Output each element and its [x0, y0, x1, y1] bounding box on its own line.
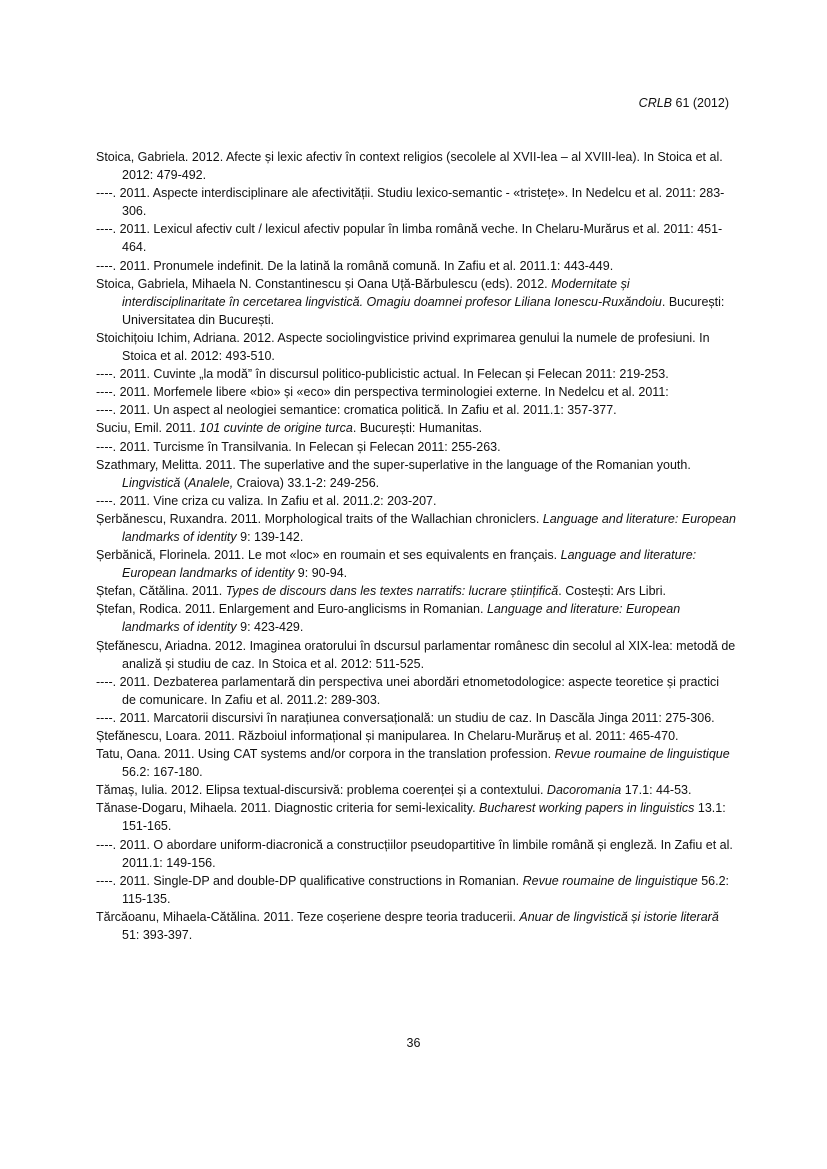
reference-text: ----. 2011. Single-DP and double-DP qualificative constructions in Romanian. — [96, 873, 523, 888]
reference-entry — [96, 745, 736, 781]
reference-list — [96, 148, 736, 944]
reference-text: Ștefănescu, Ariadna. 2012. Imaginea oratorului în dscursul parlamentar românesc din secolul al XIX-lea: metodă de analiză și studiu de caz. In Stoica et al. 2012: 511-525. — [96, 638, 736, 671]
reference-text: ----. 2011. Lexicul afectiv cult / lexicul afectiv popular în limba română veche. In Chelaru-Murărus et al. 2011: 451-464. — [96, 222, 723, 255]
reference-title-italic: 101 cuvinte de origine turca — [199, 421, 353, 436]
reference-entry — [96, 257, 736, 275]
reference-text: Craiova) 33.1-2: 249-256. — [233, 475, 380, 490]
reference-entry — [96, 401, 736, 419]
reference-entry — [96, 220, 736, 256]
reference-entry — [96, 438, 736, 456]
reference-text: ----. 2011. Cuvinte „la modă” în discursul politico-publicistic actual. In Felecan și Felecan 2011: 219-253. — [96, 367, 669, 382]
page-number: 36 — [406, 1036, 421, 1050]
reference-entry — [96, 184, 736, 220]
reference-text: 56.2: 167-180. — [122, 765, 203, 780]
reference-text: 51: 393-397. — [122, 928, 193, 943]
volume-year: 61 (2012) — [672, 96, 729, 110]
reference-text: ----. 2011. O abordare uniform-diacronică a construcțiilor pseudopartitive în limbile română și engleză. In Zafiu et al. 2011.1: 149-156. — [96, 837, 733, 870]
reference-entry — [96, 709, 736, 727]
reference-text: ----. 2011. Morfemele libere «bio» și «eco» din perspectiva terminologiei externe. In Nedelcu et al. 2011: — [96, 385, 669, 400]
reference-text: Ștefan, Rodica. 2011. Enlargement and Euro-anglicisms in Romanian. — [96, 602, 487, 617]
reference-text: Șerbănescu, Ruxandra. 2011. Morphological traits of the Wallachian chroniclers. — [96, 511, 543, 526]
reference-entry — [96, 637, 736, 673]
reference-entry — [96, 546, 736, 582]
reference-text: Șerbănică, Florinela. 2011. Le mot «loc» en roumain et ses equivalents en français. — [96, 548, 561, 563]
reference-entry — [96, 510, 736, 546]
reference-text: Suciu, Emil. 2011. — [96, 421, 200, 436]
reference-text: ----. 2011. Aspecte interdisciplinare ale afectivității. Studiu lexico-semantic - «tristețe». In Nedelcu et al. 2011: 283-306. — [96, 186, 725, 219]
reference-entry — [96, 148, 736, 184]
reference-title-italic: Analele, — [188, 475, 234, 490]
reference-text: . București: Universitatea din București. — [122, 294, 725, 327]
reference-text: 9: 139-142. — [236, 529, 304, 544]
reference-title-italic: Anuar de lingvistică și istorie literară — [519, 909, 719, 924]
reference-entry — [96, 492, 736, 510]
reference-entry — [96, 329, 736, 365]
reference-text: ----. 2011. Marcatorii discursivi în narațiunea conversațională: un studiu de caz. In Dascăla Jinga 2011: 275-306. — [96, 710, 715, 725]
reference-title-italic: Bucharest working papers in linguistics — [479, 801, 695, 816]
reference-entry — [96, 383, 736, 401]
reference-text: ----. 2011. Pronumele indefinit. De la latină la română comună. In Zafiu et al. 2011.1: 443-449. — [96, 258, 614, 273]
reference-text: ----. 2011. Turcisme în Transilvania. In Felecan și Felecan 2011: 255-263. — [96, 439, 501, 454]
reference-title-italic: Language and literature: European landmarks of identity — [122, 511, 736, 544]
reference-text: Stoica, Gabriela, Mihaela N. Constantinescu și Oana Uță-Bărbulescu (eds). 2012. — [96, 276, 552, 291]
running-header — [639, 96, 729, 110]
reference-text: 9: 423-429. — [236, 620, 304, 635]
reference-text: Szathmary, Melitta. 2011. The superlative and the super-superlative in the language of the Romanian youth. — [96, 457, 691, 472]
reference-text: Tămaș, Iulia. 2012. Elipsa textual-discursivă: problema coerenței și a contextului. — [96, 783, 547, 798]
reference-title-italic: Revue roumaine de linguistique — [522, 873, 698, 888]
reference-entry — [96, 673, 736, 709]
reference-entry — [96, 419, 736, 437]
reference-entry — [96, 727, 736, 745]
reference-title-italic: Language and literature: European landmarks of identity — [122, 602, 681, 635]
reference-entry — [96, 836, 736, 872]
reference-entry — [96, 600, 736, 636]
reference-entry — [96, 365, 736, 383]
reference-text: 17.1: 44-53. — [621, 783, 692, 798]
reference-entry — [96, 275, 736, 329]
reference-text: . Costești: Ars Libri. — [558, 584, 666, 599]
reference-text: Tănase-Dogaru, Mihaela. 2011. Diagnostic criteria for semi-lexicality. — [96, 801, 480, 816]
reference-text: Ștefănescu, Loara. 2011. Războiul informațional și manipularea. In Chelaru-Murăruș et al. 2011: 465-470. — [96, 729, 679, 743]
reference-text: ----. 2011. Vine criza cu valiza. In Zafiu et al. 2011.2: 203-207. — [96, 493, 437, 508]
reference-text: . București: Humanitas. — [352, 421, 483, 436]
reference-text: ( — [180, 475, 189, 490]
reference-title-italic: Revue roumaine de linguistique — [554, 747, 730, 762]
reference-text: Tatu, Oana. 2011. Using CAT systems and/or corpora in the translation profession. — [96, 747, 555, 762]
journal-abbrev: CRLB — [638, 96, 673, 110]
reference-title-italic: Dacoromania — [546, 783, 622, 798]
reference-entry — [96, 799, 736, 835]
reference-entry — [96, 872, 736, 908]
reference-text: 9: 90-94. — [294, 566, 348, 581]
reference-title-italic: Modernitate și interdisciplinaritate în cercetarea lingvistică. Omagiu doamnei profesor Liliana Ionescu-Ruxăndoiu — [122, 276, 662, 309]
reference-entry — [96, 781, 736, 799]
reference-text: Tărcăoanu, Mihaela-Cătălina. 2011. Teze coșeriene despre teoria traducerii. — [96, 909, 520, 924]
reference-text: Ștefan, Cătălina. 2011. — [96, 584, 226, 599]
reference-title-italic: Language and literature: European landmarks of identity — [122, 548, 697, 581]
reference-text: ----. 2011. Dezbaterea parlamentară din perspectiva unei abordări etnometodologice: aspecte teoretice și practici de comunicare. In Zafiu et al. 2011.2: 289-303. — [96, 674, 720, 707]
reference-entry — [96, 582, 736, 600]
reference-text: ----. 2011. Un aspect al neologiei semantice: cromatica politică. In Zafiu et al. 2011.1: 357-377. — [96, 403, 617, 418]
reference-entry — [96, 456, 736, 492]
reference-text: 13.1: 151-165. — [122, 801, 726, 834]
reference-text: Stoica, Gabriela. 2012. Afecte și lexic afectiv în context religios (secolele al XVII-lea – al XVIII-lea). In Stoica et al. 2012: 479-492. — [96, 150, 723, 183]
reference-title-italic: Lingvistică — [122, 475, 181, 490]
reference-text: Stoichițoiu Ichim, Adriana. 2012. Aspecte sociolingvistice privind exprimarea genului la numele de profesiuni. In Stoica et al. 2012: 493-510. — [96, 330, 710, 364]
reference-entry — [96, 908, 736, 944]
reference-title-italic: Types de discours dans les textes narratifs: lucrare științifică — [225, 584, 559, 599]
reference-text: 56.2: 115-135. — [122, 873, 730, 906]
